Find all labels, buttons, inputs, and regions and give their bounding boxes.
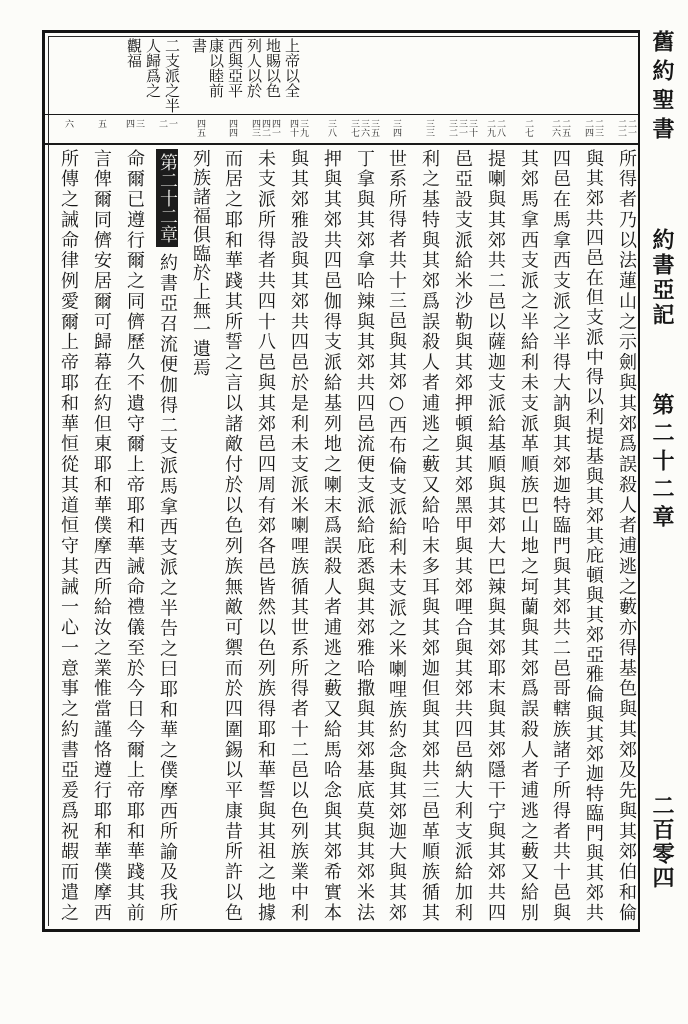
margin-note-line: 上帝以全: [283, 38, 301, 98]
page-number: 二百零四: [649, 794, 675, 890]
verse-number-group: 二三 二四: [583, 119, 603, 137]
verse-number-group: 二五 二六: [550, 119, 570, 137]
verse-number-group: 二一 二二: [616, 119, 636, 137]
verse-number-group: 二七: [523, 119, 533, 137]
running-header-book: 舊約聖書: [649, 30, 675, 146]
running-header-section: 約書亞記: [649, 228, 675, 328]
verse-number-group: 三八: [326, 119, 336, 137]
text-column: 命爾已遵行爾之同儕歷久不遺守爾上帝耶和華誡命禮儀至於今日今爾上帝耶和華踐其前: [124, 149, 145, 921]
verse-number-group: 六: [63, 119, 73, 128]
verse-number-group: 二八 二九: [485, 119, 505, 137]
text-column: 其郊馬拿西支派之半給利未支派革順族巴山地之坷蘭與其郊爲誤殺人者逋逃之藪又給別: [518, 149, 539, 921]
text-column: 所傳之誡命律例愛爾上帝耶和華恒從其道恒守其誡一心一意事之約書亞爰爲祝嘏而遣之: [58, 149, 79, 921]
text-column: 邑亞設支派給米沙勒與其郊押頓與其郊黑甲與其郊哩合與其郊共四邑納大利支派給加利: [452, 149, 473, 921]
text-column: 押與其郊共四邑伽得支派給基列地之喇末爲誤殺人者逋逃之藪又給馬哈念與其郊希實本: [321, 149, 342, 921]
text-column: 提喇與其郊共二邑以薩迦支派給基順與其郊大巴辣與其郊耶末與其郊隱干宁與其郊共四: [485, 149, 506, 921]
notes-divider-rule: [45, 114, 638, 115]
verse-number-group: 四一 四二 四三: [250, 119, 280, 137]
verse-number-group: 三三: [424, 119, 434, 137]
verse-number-group: 四四: [227, 119, 237, 137]
margin-note-line: 觀福: [125, 38, 143, 68]
verse-number-group: 三 四: [124, 119, 144, 128]
margin-note-line: 書: [190, 38, 208, 53]
text-column: 所得者乃以法蓮山之示劍與其郊爲誤殺人者逋逃之藪亦得基色與其郊及先與其郊伯和倫: [616, 149, 637, 921]
text-column: 與其郊共四邑在但支派中得以利提基與其郊其庇頓與其郊亞雅倫與其郊迦特臨門與其郊共: [583, 149, 604, 921]
text-column: 列族諸福俱臨於上無一遺焉: [190, 149, 211, 377]
text-column: 而居之耶和華踐其所誓之言以諸敵付於以色列族無敵可禦而於四圍錫以平康昔所許以色: [222, 149, 243, 921]
verse-number-group: 四五: [195, 119, 205, 137]
text-column: 與其郊雅設與其郊共四邑於是利未支派米喇哩族循其世系所得者十二邑以色列族業中利: [288, 149, 309, 921]
margin-note-line: 康以睦前: [207, 38, 225, 98]
chapter-heading: 第二十二章: [156, 149, 178, 247]
text-column: 利之基特與其郊爲誤殺人者逋逃之藪又給哈末多耳與其郊迦但與其郊共三邑革順族循其: [419, 149, 440, 921]
margin-note-line: 人歸爲之: [144, 38, 162, 98]
margin-note-line: 二支派之半: [163, 38, 181, 113]
text-column: 世系所得者共十三邑與其郊○西布倫支派給利未支派之米喇哩族約念與其郊迦大與其郊: [386, 149, 407, 921]
text-column: 未支派所得者共四十八邑與其郊邑四周有郊各邑皆然以色列族得耶和華誓與其祖之地據: [255, 149, 276, 921]
verse-band-divider-rule: [45, 143, 638, 145]
text-column-chapter-start: [155, 149, 179, 921]
text-column: 言俾爾同儕安居爾可歸幕在約但東耶和華僕摩西所給汝之業惟當謹恪遵行耶和華僕摩西: [91, 149, 112, 921]
verse-number-group: 三十 三一 三二: [447, 119, 477, 137]
margin-note-line: 列人以於: [245, 38, 263, 98]
running-header-chapter: 第二十二章: [649, 393, 675, 533]
verse-number-group: 五: [96, 119, 106, 128]
text-column-body: 約書亞召流便伽得二支派馬拿西支派之半告之曰耶和華之僕摩西所諭及我所: [157, 251, 178, 921]
margin-note-line: 地賜以色: [264, 38, 282, 98]
verse-number-group: 一 二: [157, 119, 177, 128]
verse-number-group: 三五 三六 三七: [349, 119, 379, 137]
verse-number-group: 三四: [391, 119, 401, 137]
margin-note-line: 西與亞平: [226, 38, 244, 98]
verse-number-group: 三九 四十: [288, 119, 308, 137]
text-column: 丁拿與其郊拿哈辣與其郊共四邑流便支派給庇悉與其郊雅哈撒與其郊基底莫與其郊米法: [354, 149, 375, 921]
text-column: 四邑在馬拿西支派之半得大訥與其郊迦特臨門與其郊共二邑哥轄族諸子所得者共十邑與: [550, 149, 571, 921]
